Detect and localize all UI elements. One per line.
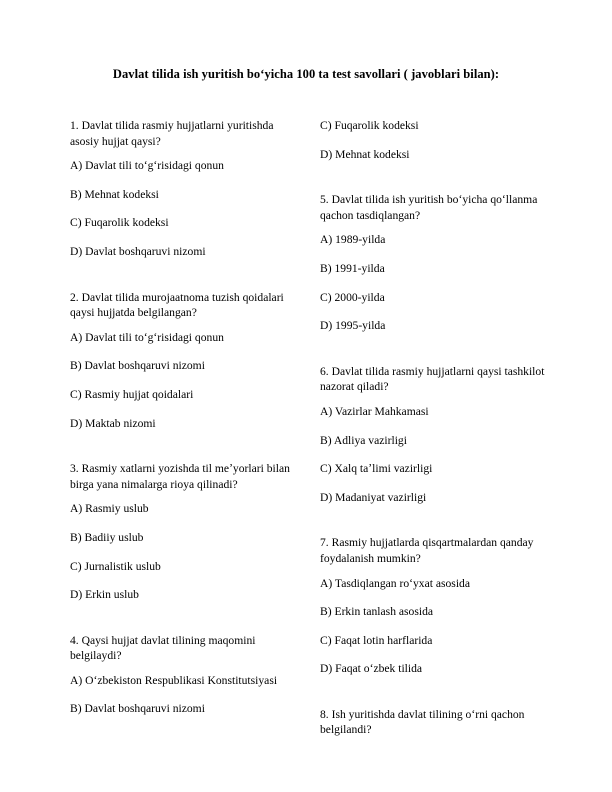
- answer-option: B) 1991-yilda: [320, 261, 385, 275]
- question-block: [320, 707, 552, 738]
- question-block: [320, 535, 552, 677]
- answer-option: B) Mehnat kodeksi: [70, 187, 159, 201]
- answer-option: D) Erkin uslub: [70, 588, 139, 602]
- answer-option: C) Fuqarolik kodeksi: [320, 119, 419, 132]
- answer-option: A) Davlat tili toʻgʻrisidagi qonun: [70, 330, 224, 344]
- answer-option: A) Vazirlar Mahkamasi: [320, 404, 429, 418]
- question-text: 7. Rasmiy hujjatlarda qisqartmalardan qanday foydalanish mumkin?: [320, 536, 534, 565]
- question-text: 6. Davlat tilida rasmiy hujjatlarni qaysi tashkilot nazorat qiladi?: [320, 364, 545, 394]
- two-column-body: [70, 118, 562, 738]
- question-block: [320, 364, 552, 506]
- answer-option: A) 1989-yilda: [320, 233, 386, 247]
- block-spacer: [320, 348, 552, 364]
- answer-option: A) Davlat tili toʻgʻrisidagi qonun: [70, 159, 224, 173]
- answer-option: A) Rasmiy uslub: [70, 502, 149, 516]
- answer-option: C) Faqat lotin harflarida: [320, 633, 433, 647]
- question-text: 5. Davlat tilida ish yuritish boʻyicha qoʻllanma qachon tasdiqlangan?: [320, 193, 538, 222]
- answer-option: C) Fuqarolik kodeksi: [70, 216, 169, 230]
- answer-option: D) Madaniyat vazirligi: [320, 490, 427, 504]
- question-text: 3. Rasmiy xatlarni yozishda til meʼyorlari bilan birga yana nimalarga rioya qilinadi?: [70, 462, 290, 491]
- question-block: [70, 633, 292, 717]
- question-block: [70, 118, 292, 260]
- block-spacer: [320, 176, 552, 192]
- answer-option: C) Rasmiy hujjat qoidalari: [70, 387, 194, 401]
- answer-option: B) Davlat boshqaruvi nizomi: [70, 702, 205, 716]
- answer-option: C) Xalq taʼlimi vazirligi: [320, 462, 433, 476]
- block-spacer: [70, 445, 292, 461]
- answer-option: B) Badiiy uslub: [70, 530, 144, 544]
- answer-option: D) Maktab nizomi: [70, 416, 156, 430]
- answer-option: B) Erkin tanlash asosida: [320, 605, 434, 619]
- block-spacer: [320, 691, 552, 707]
- answer-option: B) Davlat boshqaruvi nizomi: [70, 359, 205, 373]
- question-text: 8. Ish yuritishda davlat tilining oʻrni qachon belgilandi?: [320, 707, 525, 737]
- block-spacer: [70, 617, 292, 633]
- question-text: 4. Qaysi hujjat davlat tilining maqomini belgilaydi?: [70, 633, 256, 663]
- answer-option: D) Mehnat kodeksi: [320, 147, 410, 161]
- question-continuation-block: [320, 118, 552, 162]
- question-block: [320, 192, 552, 334]
- block-spacer: [320, 519, 552, 535]
- question-block: [70, 290, 292, 432]
- question-text: 2. Davlat tilida murojaatnoma tuzish qoidalari qaysi hujjatda belgilangan?: [70, 290, 284, 320]
- right-column: [320, 118, 552, 752]
- question-text: 1. Davlat tilida rasmiy hujjatlarni yuritishda asosiy hujjat qaysi?: [70, 119, 274, 148]
- answer-option: A) Tasdiqlangan roʻyxat asosida: [320, 576, 470, 590]
- answer-option: C) 2000-yilda: [320, 290, 385, 304]
- block-spacer: [70, 274, 292, 290]
- answer-option: A) Oʻzbekiston Respublikasi Konstitutsiyasi: [70, 673, 278, 687]
- answer-option: C) Jurnalistik uslub: [70, 559, 161, 573]
- question-block: [70, 461, 292, 603]
- answer-option: B) Adliya vazirligi: [320, 433, 407, 447]
- left-column: [70, 118, 292, 731]
- answer-option: D) 1995-yilda: [320, 319, 386, 333]
- answer-option: D) Davlat boshqaruvi nizomi: [70, 244, 206, 258]
- answer-option: D) Faqat oʻzbek tilida: [320, 662, 423, 676]
- page-title: Davlat tilida ish yuritish boʻyicha 100 ta test savollari ( javoblari bilan):: [112, 67, 500, 81]
